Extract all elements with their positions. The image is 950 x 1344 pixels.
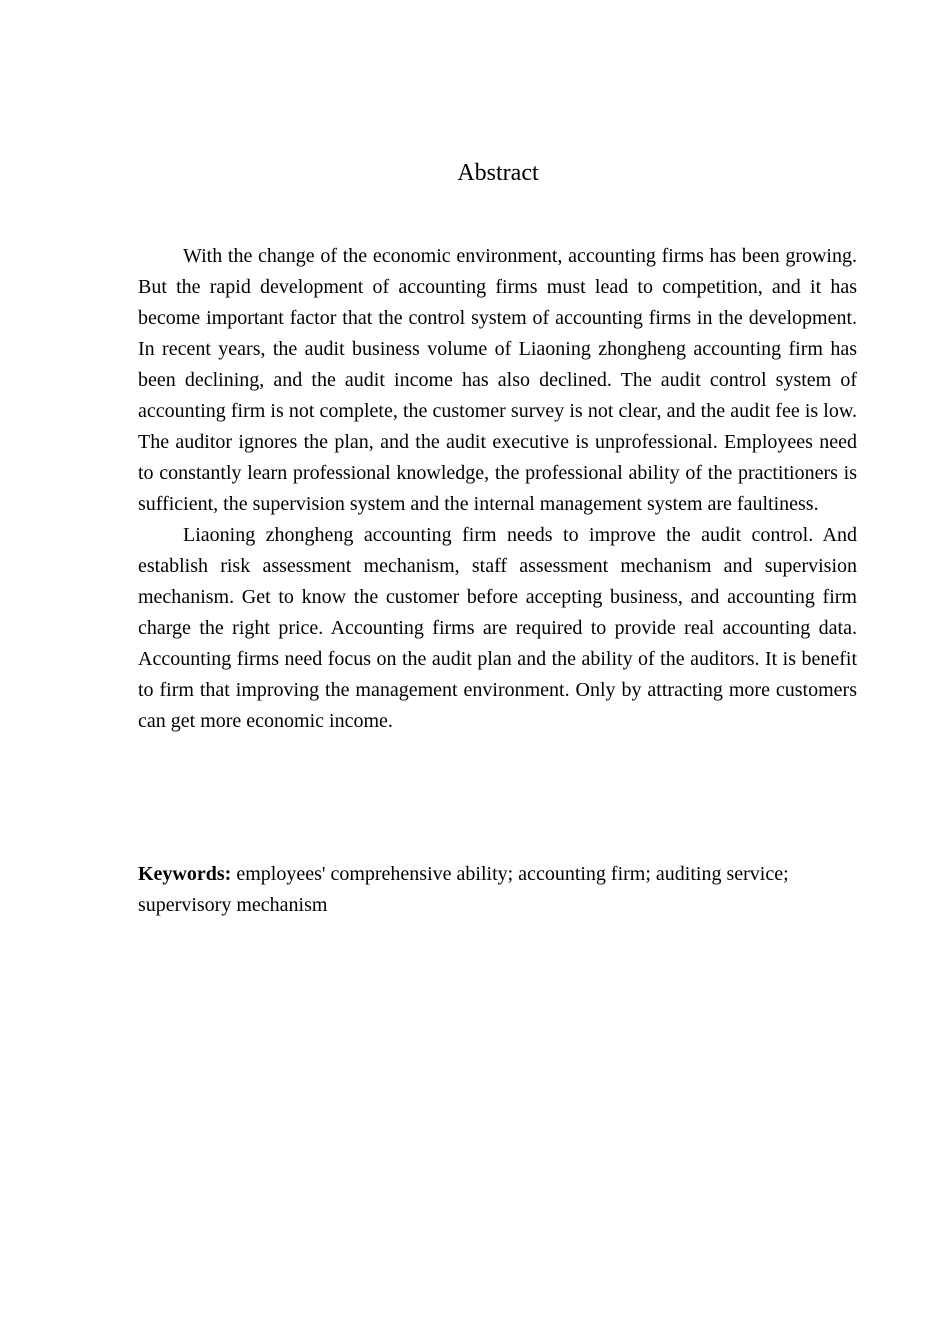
keywords-line [138,859,798,921]
keywords-label: Keywords: [138,863,232,885]
keywords-text: employees' comprehensive ability; accounting firm; auditing service; supervisory mechanism [138,863,789,916]
abstract-paragraph-2: Liaoning zhongheng accounting firm needs to improve the audit control. And establish risk assessment mechanism, staff assessment mechanism and supervision mechanism. Get to know the customer before accepting business, and accounting firm charge the right price. Accounting firms are required to provide real accounting data. Accounting firms need focus on the audit plan and the ability of the auditors. It is benefit to firm that improving the management environment. Only by attracting more customers can get more economic income. [138,524,857,732]
abstract-body [138,241,857,737]
abstract-paragraph-1: With the change of the economic environment, accounting firms has been growing. But the rapid development of accounting firms must lead to competition, and it has become important factor that the control system of accounting firms in the development. In recent years, the audit business volume of Liaoning zhongheng accounting firm has been declining, and the audit income has also declined. The audit control system of accounting firm is not complete, the customer survey is not clear, and the audit fee is low. The auditor ignores the plan, and the audit executive is unprofessional. Employees need to constantly learn professional knowledge, the professional ability of the practitioners is sufficient, the supervision system and the internal management system are faultiness. [138,245,857,515]
page-title: Abstract [457,160,539,186]
